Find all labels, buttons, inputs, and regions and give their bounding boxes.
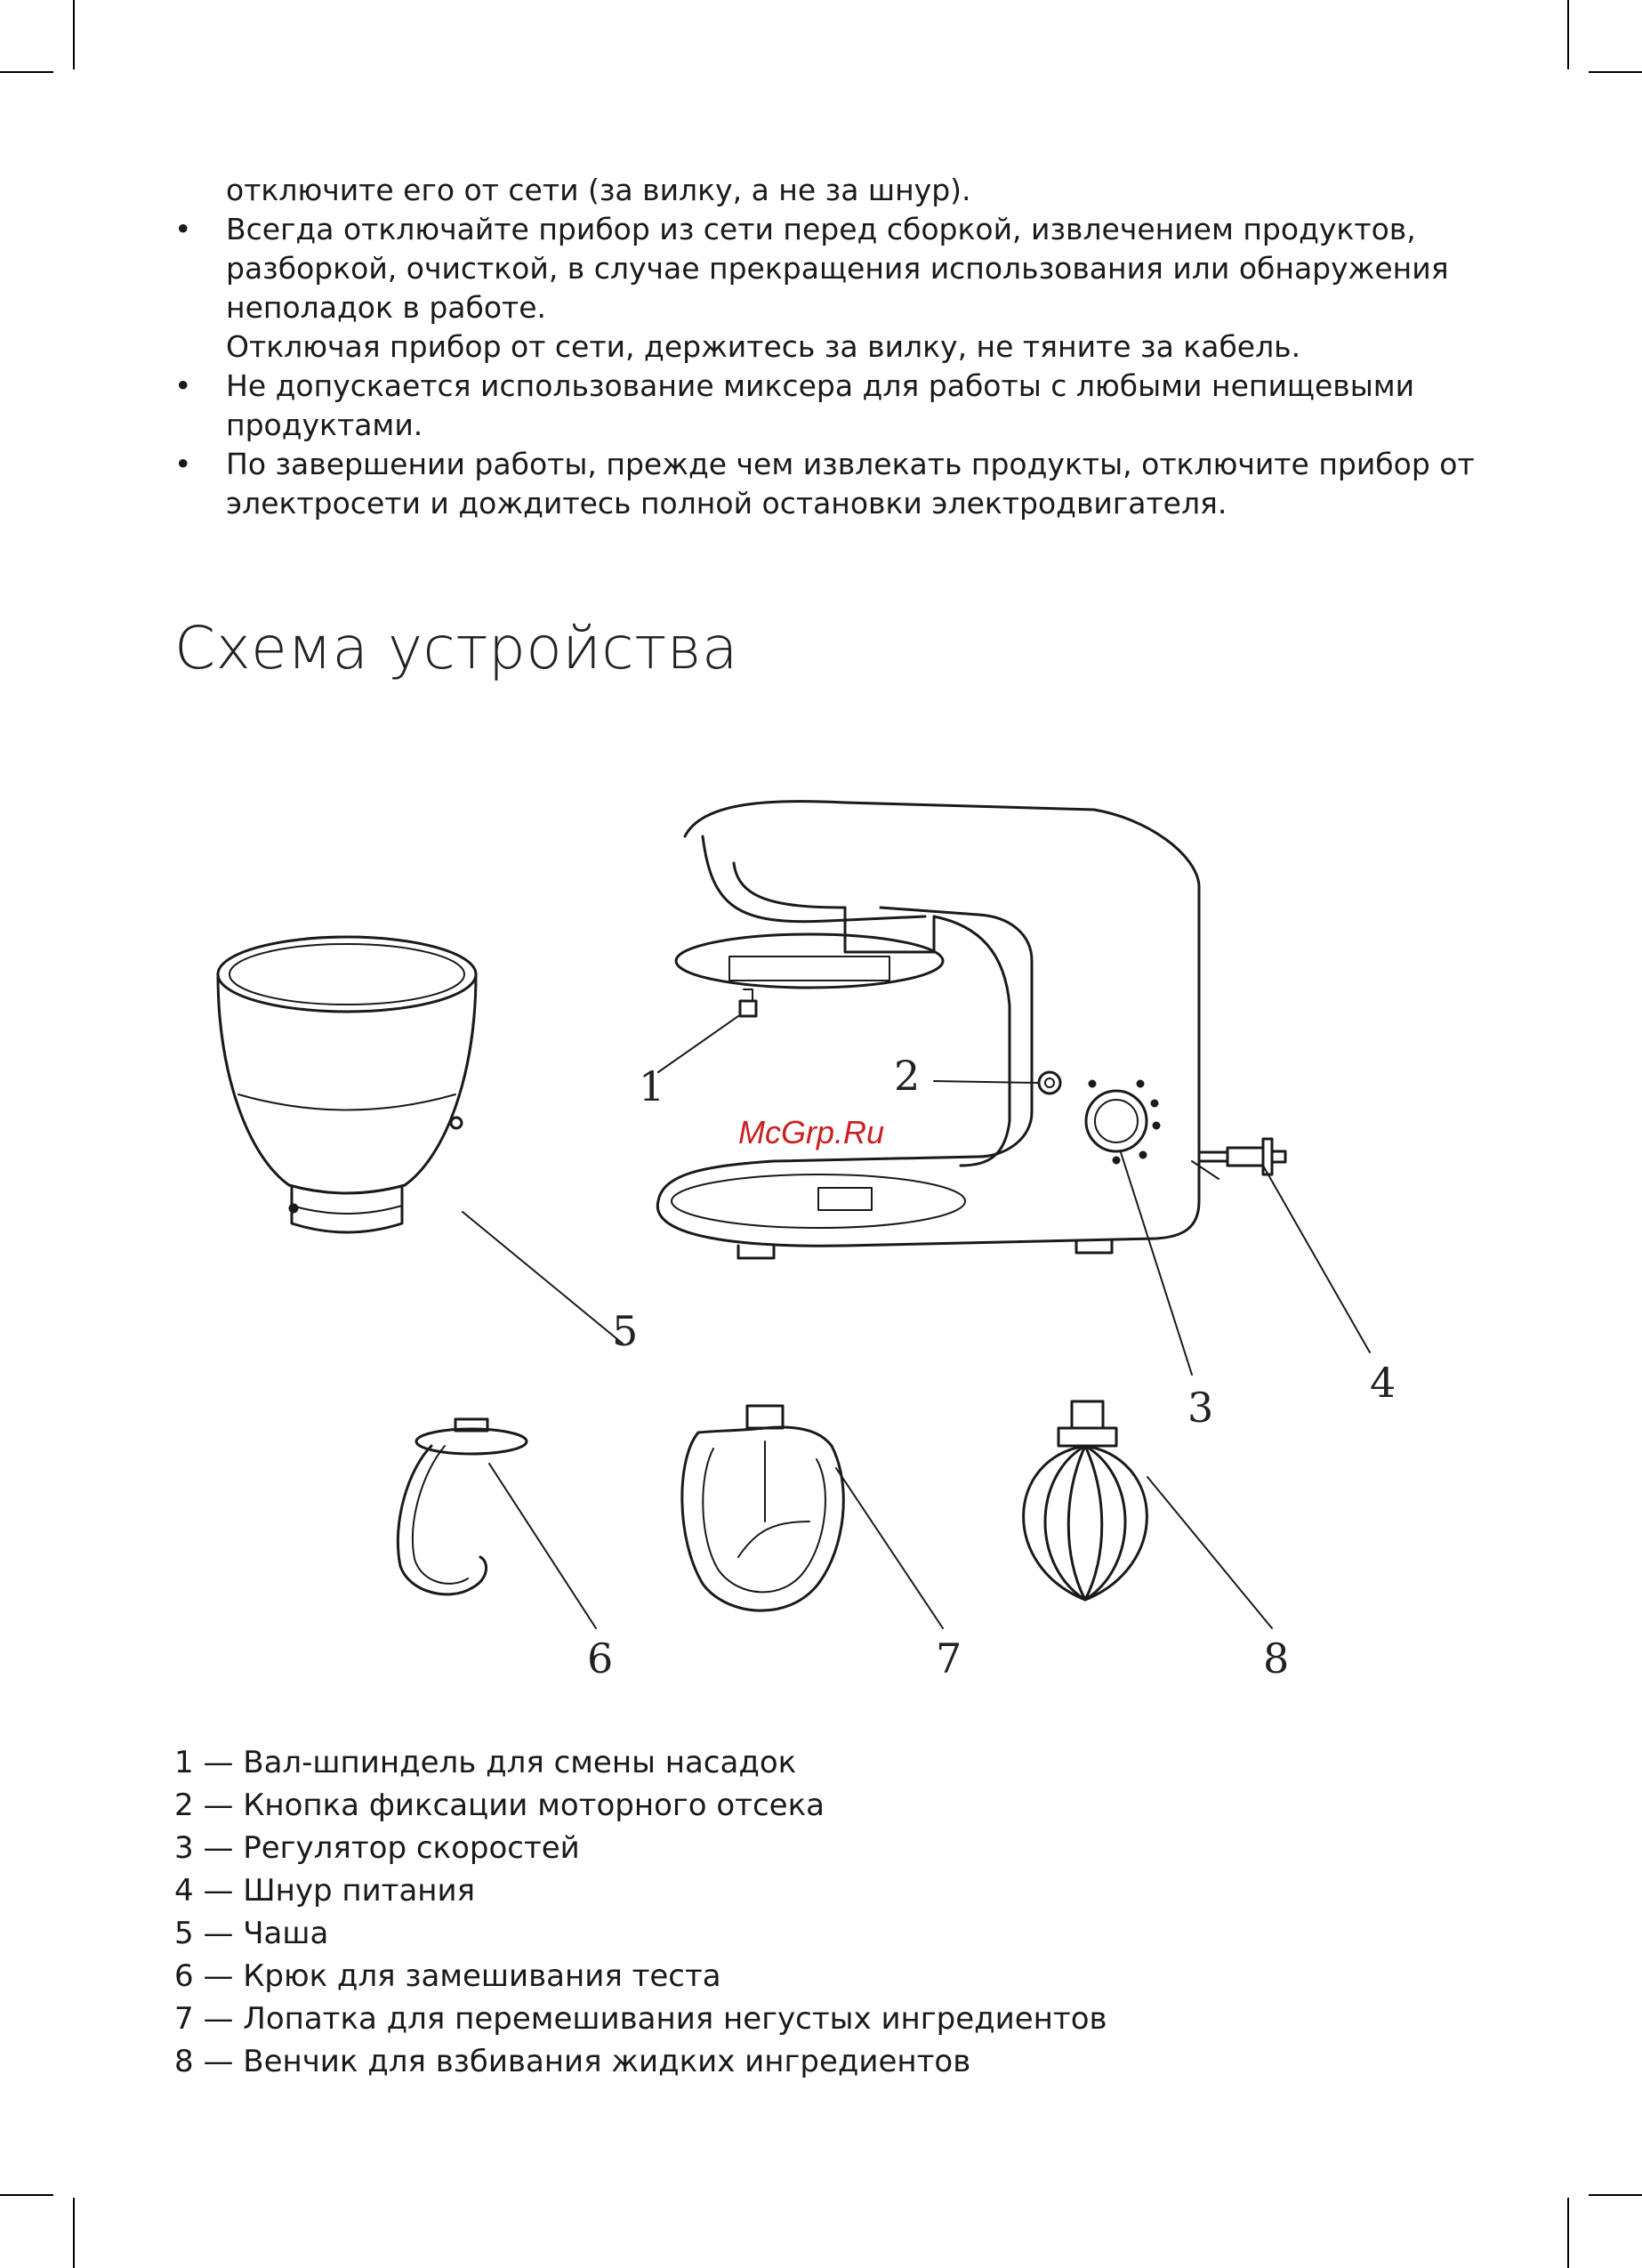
bullet-line: продуктами. bbox=[226, 408, 423, 442]
crop-mark-bottom-right-v bbox=[1567, 2198, 1569, 2268]
legend-item: 8 — Венчик для взбивания жидких ингредиентов bbox=[174, 2044, 971, 2079]
stand-mixer-illustration bbox=[657, 802, 1285, 1258]
bullet-line: По завершении работы, прежде чем извлекать продукты, отключите прибор от bbox=[226, 447, 1475, 481]
callout-1: 1 bbox=[639, 1062, 665, 1110]
crop-mark-top-left-v bbox=[73, 0, 75, 69]
callout-leaders bbox=[463, 1016, 1370, 1628]
callout-4: 4 bbox=[1370, 1359, 1397, 1407]
legend-item: 4 — Шнур питания bbox=[174, 1873, 476, 1909]
bullet-line: Всегда отключайте прибор из сети перед сборкой, извлечением продуктов, bbox=[226, 212, 1416, 246]
crop-mark-bottom-left-h bbox=[0, 2194, 53, 2196]
section-title: Схема устройства bbox=[174, 614, 738, 682]
callout-7: 7 bbox=[936, 1634, 962, 1683]
callout-2: 2 bbox=[894, 1052, 921, 1100]
crop-mark-bottom-right-h bbox=[1589, 2194, 1642, 2196]
watermark: McGrp.Ru bbox=[738, 1114, 885, 1150]
legend-item: 7 — Лопатка для перемешивания негустых ингредиентов bbox=[174, 2001, 1107, 2037]
crop-mark-top-right-v bbox=[1567, 0, 1569, 69]
callout-5: 5 bbox=[612, 1307, 639, 1355]
whisk-illustration bbox=[1024, 1401, 1147, 1600]
crop-mark-top-left-h bbox=[0, 71, 53, 73]
bullet-note: Отключая прибор от сети, держитесь за вилку, не тяните за кабель. bbox=[226, 329, 1301, 364]
callout-8: 8 bbox=[1263, 1634, 1290, 1683]
legend-item: 2 — Кнопка фиксации моторного отсека bbox=[174, 1788, 825, 1823]
safety-instructions bbox=[174, 171, 1491, 523]
crop-mark-bottom-left-v bbox=[73, 2198, 75, 2268]
mixing-bowl-illustration bbox=[218, 937, 476, 1232]
dough-hook-illustration bbox=[398, 1419, 527, 1594]
bullet-line: разборкой, очисткой, в случае прекращения использования или обнаружения bbox=[226, 251, 1449, 286]
bullet-line: Не допускается использование миксера для работы с любыми непищевыми bbox=[226, 368, 1415, 403]
legend-item: 1 — Вал-шпиндель для смены насадок bbox=[174, 1745, 797, 1780]
bullet-marker: • bbox=[174, 368, 192, 403]
bullet-item bbox=[174, 367, 1491, 445]
legend-item: 6 — Крюк для замешивания теста bbox=[174, 1958, 721, 1994]
parts-legend bbox=[174, 1741, 1107, 2083]
device-diagram bbox=[205, 783, 1468, 1683]
bullet-item bbox=[174, 210, 1491, 367]
legend-item: 5 — Чаша bbox=[174, 1916, 329, 1951]
legend-item: 3 — Регулятор скоростей bbox=[174, 1830, 580, 1866]
bullet-marker: • bbox=[174, 447, 192, 481]
callout-3: 3 bbox=[1187, 1384, 1214, 1432]
flat-beater-illustration bbox=[682, 1406, 843, 1610]
bullet-item bbox=[174, 445, 1491, 523]
crop-mark-top-right-h bbox=[1589, 71, 1642, 73]
callout-6: 6 bbox=[587, 1634, 614, 1683]
bullet-marker: • bbox=[174, 212, 192, 246]
bullet-line: неполадок в работе. bbox=[226, 290, 547, 325]
continuation-line: отключите его от сети (за вилку, а не за шнур). bbox=[226, 173, 971, 207]
bullet-line: электросети и дождитесь полной остановки электродвигателя. bbox=[226, 486, 1227, 521]
